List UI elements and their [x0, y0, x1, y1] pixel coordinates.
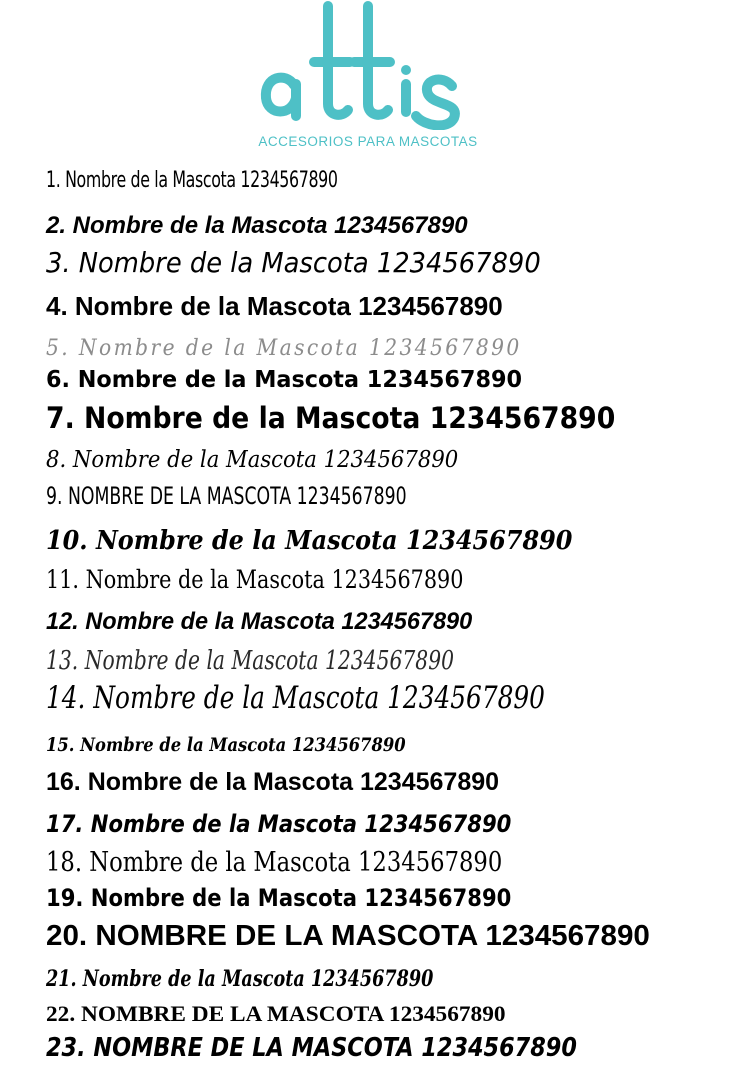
- font-sample-10: 10. Nombre de la Mascota 1234567890: [46, 526, 573, 556]
- font-sample-12: 12. Nombre de la Mascota 1234567890: [46, 608, 473, 635]
- attis-logo-mark: [256, 0, 480, 130]
- font-sample-19: 19. Nombre de la Mascota 1234567890: [46, 884, 512, 912]
- font-sample-7: 7. Nombre de la Mascota 1234567890: [46, 401, 616, 435]
- font-sample-23: 23. NOMBRE DE LA MASCOTA 1234567890: [46, 1033, 577, 1063]
- font-sample-17: 17. Nombre de la Mascota 1234567890: [46, 810, 512, 838]
- font-sample-9: 9. NOMBRE DE LA MASCOTA 1234567890: [46, 482, 407, 510]
- font-sample-16: 16. Nombre de la Mascota 1234567890: [46, 768, 500, 796]
- font-sample-5: 5. Nombre de la Mascota 1234567890: [46, 336, 522, 361]
- font-sample-4: 4. Nombre de la Mascota 1234567890: [46, 291, 503, 321]
- font-sample-15: 15. Nombre de la Mascota 1234567890: [46, 734, 406, 756]
- font-sample-2: 2. Nombre de la Mascota 1234567890: [46, 212, 468, 239]
- brand-logo: [0, 0, 736, 160]
- font-sample-14: 14. Nombre de la Mascota 1234567890: [46, 680, 545, 716]
- font-sample-3: 3. Nombre de la Mascota 1234567890: [46, 246, 541, 279]
- font-sample-20: 20. NOMBRE DE LA MASCOTA 1234567890: [46, 920, 650, 952]
- font-sample-1: 1. Nombre de la Mascota 1234567890: [46, 168, 338, 193]
- font-sample-21: 21. Nombre de la Mascota 1234567890: [46, 966, 434, 992]
- font-sample-18: 18. Nombre de la Mascota 1234567890: [46, 847, 503, 878]
- brand-tagline: ACCESORIOS PARA MASCOTAS: [258, 134, 478, 149]
- font-sample-11: 11. Nombre de la Mascota 1234567890: [46, 565, 464, 594]
- font-sample-22: 22. NOMBRE DE LA MASCOTA 1234567890: [46, 1001, 506, 1026]
- font-sample-13: 13. Nombre de la Mascota 1234567890: [46, 646, 455, 676]
- font-sample-6: 6. Nombre de la Mascota 1234567890: [46, 367, 523, 393]
- font-sample-8: 8. Nombre de la Mascota 1234567890: [46, 447, 459, 473]
